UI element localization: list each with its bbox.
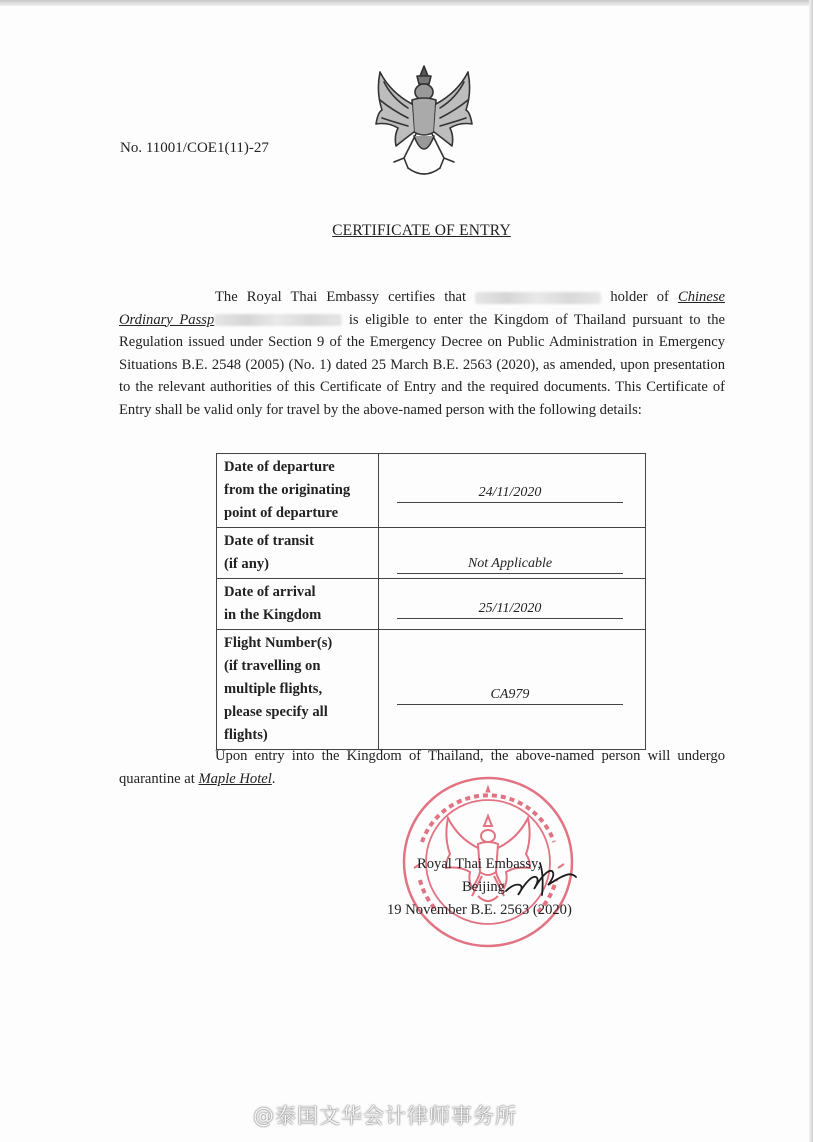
label-line: Date of departure [224, 459, 335, 475]
label-line: in the Kingdom [224, 607, 322, 623]
table-row [217, 579, 646, 630]
para1-body: is eligible to enter the Kingdom of Thailand pursuant to the Regulation issued under Section 9 of the Emergency Decree on Public Administration in Emergency Situations B.E. 2548 (2005) (No. 1) dated 25 March B.E. 2563 (2020), as amended, upon presentation to the relevant authorities of this Certificate of Entry and the required documents. This Certificate of Entry shall be valid only for travel by the above-named person with the following details: [119, 311, 726, 418]
quarantine-period: . [271, 770, 276, 787]
label-line: (if any) [224, 556, 269, 572]
redacted-name [475, 292, 601, 304]
passport-type-text: Ordinary Passp [119, 311, 215, 328]
para1-intro: The Royal Thai Embassy certifies that [215, 289, 467, 305]
row-value-cell [379, 579, 646, 630]
row-value-cell [379, 454, 646, 528]
transit-date-value: Not Applicable [397, 555, 623, 574]
label-line: point of departure [224, 505, 339, 521]
nationality-text: Chinese [677, 289, 725, 305]
table-row [217, 454, 646, 528]
departure-date-value: 24/11/2020 [397, 484, 623, 503]
flight-number-value: CA979 [397, 686, 623, 705]
garuda-emblem-icon [368, 62, 480, 184]
label-line: Date of transit [224, 533, 314, 549]
label-line: Flight Number(s) [224, 635, 333, 651]
entry-details-table [216, 453, 646, 750]
label-line: flights) [224, 727, 268, 743]
redacted-passport-number [214, 314, 342, 326]
row-value-cell [379, 630, 646, 750]
quarantine-text: Upon entry into the Kingdom of Thailand, the above-named person will undergo quarantine at [119, 748, 725, 787]
document-number: No. 11001/COE1(11)-27 [120, 140, 269, 156]
table-row [217, 630, 646, 750]
table-row [217, 528, 646, 579]
label-line: Date of arrival [224, 584, 316, 600]
watermark-text: @泰国文华会计律师事务所 [253, 1104, 517, 1128]
row-label [217, 454, 379, 528]
row-value-cell [379, 528, 646, 579]
label-line: from the originating [224, 482, 351, 498]
label-line: multiple flights, [224, 681, 323, 697]
issue-date: 19 November B.E. 2563 (2020) [387, 902, 572, 918]
issuer-city: Beijing [462, 879, 505, 895]
certification-paragraph [119, 286, 725, 422]
para1-holder: holder of [610, 289, 669, 305]
label-line: please specify all [224, 704, 328, 720]
scan-right-edge [809, 0, 813, 1142]
row-label [217, 579, 379, 630]
row-label [217, 528, 379, 579]
quarantine-hotel: Maple Hotel [198, 770, 272, 787]
handwritten-signature-icon [500, 855, 580, 900]
arrival-date-value: 25/11/2020 [397, 600, 623, 619]
row-label [217, 630, 379, 750]
scan-top-edge [0, 0, 813, 6]
label-line: (if travelling on [224, 658, 321, 674]
issuer-name: Royal Thai Embassy, [417, 856, 542, 872]
page-title: CERTIFICATE OF ENTRY [332, 222, 511, 239]
